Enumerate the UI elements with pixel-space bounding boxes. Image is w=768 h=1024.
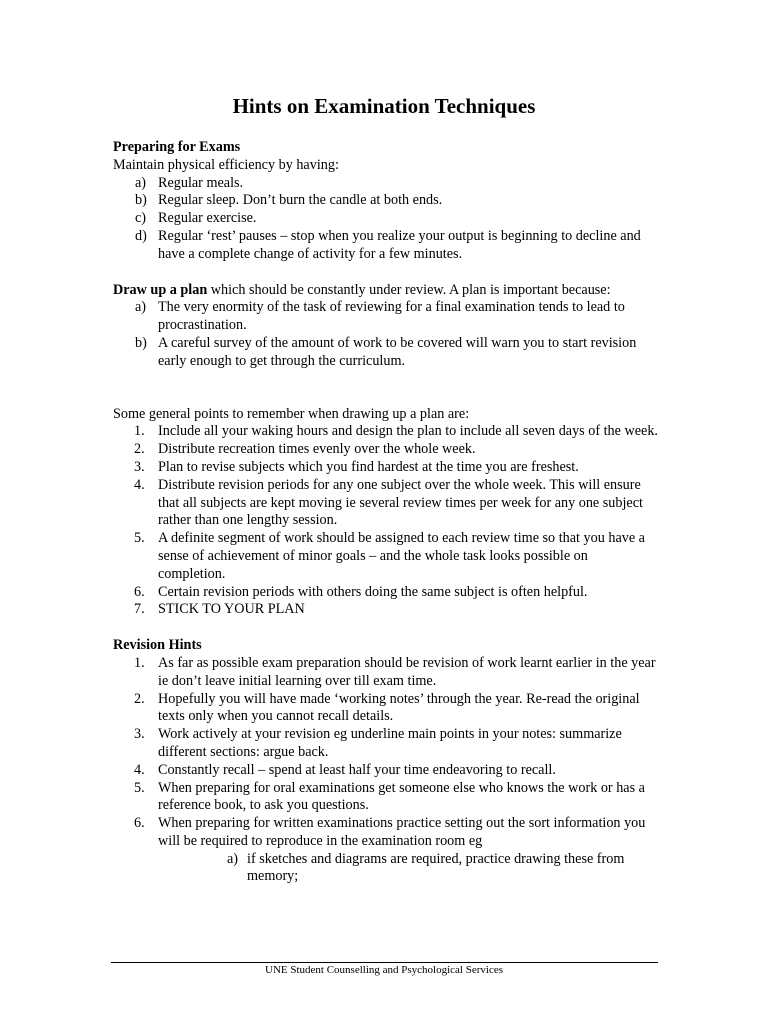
section-preparing (113, 139, 658, 264)
list-item (113, 477, 658, 530)
list-marker: a) (135, 299, 147, 316)
list-item (113, 441, 658, 459)
list-item (113, 762, 658, 780)
list-item (113, 691, 658, 727)
section-heading: Preparing for Exams (113, 139, 241, 155)
list-marker: 5. (134, 779, 145, 796)
list-item-text: Work actively at your revision eg underline main points in your notes: summarize different sections: argue back. (158, 726, 622, 760)
list-item (113, 175, 658, 193)
list-marker: 1. (134, 423, 145, 440)
list-item-text: STICK TO YOUR PLAN (158, 601, 305, 618)
section-plan (113, 282, 658, 371)
list-marker: 4. (134, 476, 145, 493)
plan-list (113, 299, 658, 370)
list-marker: 3. (134, 458, 145, 475)
list-marker: 6. (134, 583, 145, 600)
list-item (113, 851, 658, 887)
list-item (113, 780, 658, 816)
plan-lead-rest: which should be constantly under review. A plan is important because: (207, 281, 611, 298)
list-marker: 2. (134, 690, 145, 707)
list-marker: a) (135, 174, 147, 191)
footer-divider (111, 962, 658, 963)
list-marker: 6. (134, 815, 145, 832)
list-item-text: Distribute recreation times evenly over the whole week. (158, 441, 476, 458)
list-marker: b) (135, 192, 147, 209)
list-marker: d) (135, 227, 147, 244)
list-marker: a) (227, 850, 239, 867)
list-item (113, 299, 658, 335)
list-item (113, 335, 658, 371)
list-item-text: Include all your waking hours and design the plan to include all seven days of the week. (158, 423, 658, 440)
section-general-points (113, 406, 658, 620)
list-item-text: if sketches and diagrams are required, practice drawing these from memory; (247, 850, 625, 885)
list-item (113, 655, 658, 691)
general-points-list (113, 423, 658, 619)
list-item-text: As far as possible exam preparation should be revision of work learnt earlier in the year ie don’t leave initial learning over till exam time. (158, 654, 656, 689)
list-item-text: Regular meals. (158, 174, 244, 191)
list-item-text: When preparing for written examinations practice setting out the sort information you will be required to reproduce in the examination room eg (158, 815, 646, 849)
list-marker: b) (135, 334, 147, 351)
list-item-text: Distribute revision periods for any one subject over the whole week. This will ensure that all subjects are kept moving ie several review times per week for any one subject rather than one lengthy session. (158, 476, 643, 529)
list-item (113, 530, 658, 583)
list-marker: 1. (134, 654, 145, 671)
list-item-text: A careful survey of the amount of work to be covered will warn you to start revision early enough to get through the curriculum. (158, 334, 637, 369)
plan-lead (113, 282, 658, 300)
list-marker: 5. (134, 530, 145, 547)
list-item-text: Hopefully you will have made ‘working notes’ through the year. Re-read the original texts only when you cannot recall details. (158, 690, 640, 725)
list-marker: c) (135, 210, 147, 227)
list-marker: 3. (134, 726, 145, 743)
revision-hints-list (113, 655, 658, 851)
list-item (113, 584, 658, 602)
list-item-text: Constantly recall – spend at least half your time endeavoring to recall. (158, 761, 556, 778)
section-revision-hints (113, 637, 658, 886)
list-marker: 4. (134, 761, 145, 778)
list-item (113, 726, 658, 762)
plan-lead-bold: Draw up a plan (113, 281, 208, 298)
list-item-text: Certain revision periods with others doing the same subject is often helpful. (158, 583, 588, 600)
list-item-text: When preparing for oral examinations get someone else who knows the work or has a reference book, to ask you questions. (158, 779, 645, 814)
section-heading: Revision Hints (113, 637, 202, 654)
list-item (113, 210, 658, 228)
list-item (113, 815, 658, 851)
page-footer: UNE Student Counselling and Psychological Services (265, 964, 503, 976)
list-marker: 7. (134, 601, 145, 618)
document-body (113, 139, 658, 886)
list-item-text: Plan to revise subjects which you find hardest at the time you are freshest. (158, 458, 579, 475)
list-item (113, 423, 658, 441)
list-item (113, 192, 658, 210)
list-item-text: The very enormity of the task of reviewing for a final examination tends to lead to procrastination. (158, 299, 625, 334)
list-marker: 2. (134, 441, 145, 458)
preparing-list (113, 175, 658, 264)
list-item-text: Regular ‘rest’ pauses – stop when you realize your output is beginning to decline and have a complete change of activity for a few minutes. (158, 227, 641, 262)
section-intro: Some general points to remember when drawing up a plan are: (113, 405, 470, 422)
section-intro: Maintain physical efficiency by having: (113, 156, 339, 173)
list-item-text: A definite segment of work should be assigned to each review time so that you have a sense of achievement of minor goals – and the whole task looks possible on completion. (158, 530, 645, 582)
list-item (113, 459, 658, 477)
page-title: Hints on Examination Techniques (232, 94, 536, 118)
list-item (113, 228, 658, 264)
list-item (113, 601, 658, 619)
list-item-text: Regular exercise. (158, 210, 257, 227)
revision-sublist (113, 851, 658, 887)
list-item-text: Regular sleep. Don’t burn the candle at both ends. (158, 192, 443, 209)
